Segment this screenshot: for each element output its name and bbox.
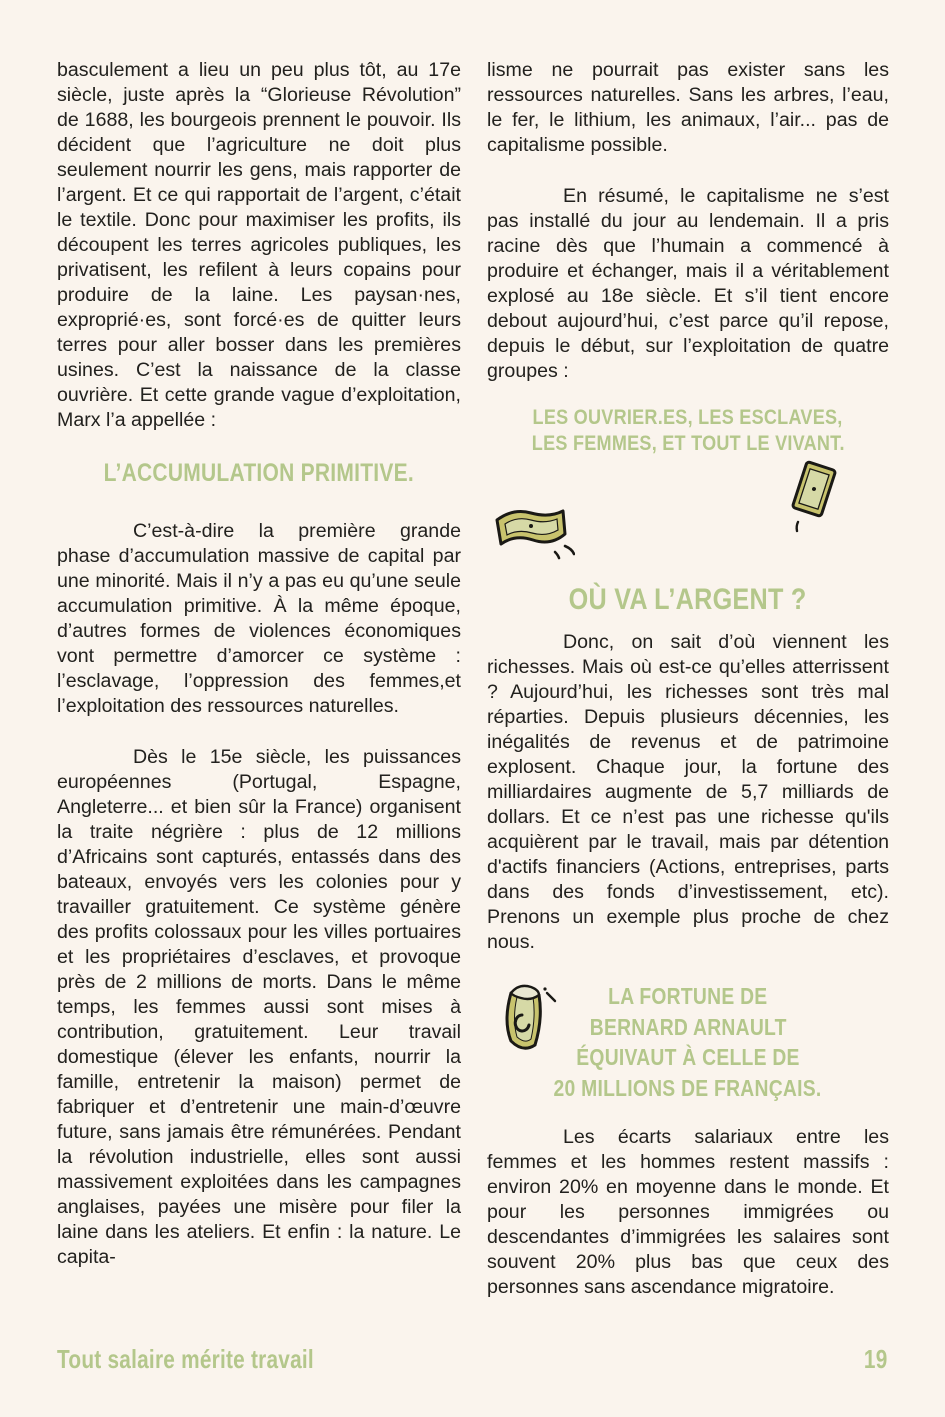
- callout-fortune-arnault: [487, 981, 889, 1103]
- paragraph-ecarts-salariaux: Les écarts salariaux entre les femmes et les hommes restent massifs : environ 20% en moyenne dans le monde. Et pour les personnes immigrées ou descendantes d’immigrées les salaires sont souvent 20% plus bas que ceux des personnes sans ascendance migratoire.: [487, 1126, 889, 1298]
- page-footer: [57, 1344, 888, 1378]
- callout-line: LA FORTUNE DE: [608, 983, 768, 1009]
- heading-exploited-groups-line2: LES FEMMES, ET TOUT LE VIVANT.: [531, 431, 845, 455]
- heading-exploited-groups: [487, 404, 889, 456]
- rolled-banknote-icon: [495, 981, 559, 1057]
- heading-accumulation-primitive: [57, 459, 461, 487]
- paragraph-slavery-women-nature: Dès le 15e siècle, les puissances européennes (Portugal, Espagne, Angleterre... et bien sûr la France) organisent la traite négrière : plus de 12 millions d’Africains sont capturés, entassés dans des bateaux, envoyés vers les colonies pour y travailler gratuitement. Ce système génère des profits colossaux pour les villes portuaires et les propriétaires d’esclaves, et provoque près de 2 millions de morts. Dans le même temps, les femmes aussi sont mises à contribution, gratuitement. Leur travail domestique (élever les enfants, nourrir la famille, entretenir la maison) permet de fabriquer et d’entretenir une main-d’œuvre future, sans jamais être rémunérées. Pendant la révolution industrielle, elles sont aussi massivement exploitées dans les campagnes anglaises, payées une misère pour filer la laine dans les ateliers. Et enfin : la nature. Le capita-: [57, 746, 461, 1268]
- footer-title-text: Tout salaire mérite travail: [57, 1344, 314, 1374]
- banknote-icon: [789, 456, 839, 534]
- paragraph-richesses: Donc, on sait d’où viennent les richesses. Mais où est-ce qu’elles atterrissent ? Aujourd’hui, les richesses sont très mal réparties. Depuis plusieurs décennies, les inégalités de revenus et de patrimoine explosent. Chaque jour, la fortune des milliardaires augmente de 5,7 milliards de dollars. Et ce n’est pas une richesse qu'ils acquièrent par le travail, mais par détention d'actifs financiers (Actions, entreprises, parts dans des fonds d’investissement, etc). Prenons un exemple plus proche de chez nous.: [487, 631, 889, 953]
- heading-exploited-groups-line1: LES OUVRIER.ES, LES ESCLAVES,: [532, 405, 844, 429]
- heading-accumulation-primitive-text: L’ACCUMULATION PRIMITIVE.: [103, 459, 415, 487]
- paragraph-en-resume: En résumé, le capitalisme ne s’est pas installé du jour au lendemain. Il a pris racine dès que l’humain a commencé à produire et échanger, mais il a véritablement explosé au 18e siècle. Et s’il tient encore debout aujourd’hui, c’est parce qu’il repose, depuis le début, sur l’exploitation de quatre groupes :: [487, 185, 889, 382]
- heading-ou-va-largent-text: OÙ VA L’ARGENT ?: [569, 583, 807, 616]
- callout-line: BERNARD ARNAULT: [589, 1013, 787, 1040]
- footer-page-number: [858, 1344, 888, 1375]
- callout-line: ÉQUIVAUT À CELLE DE: [576, 1044, 800, 1070]
- left-column: [57, 58, 461, 1296]
- heading-ou-va-largent: [487, 584, 889, 616]
- footer-page-number-text: 19: [864, 1344, 888, 1374]
- right-column: [487, 58, 889, 1326]
- paragraph-natural-resources: lisme ne pourrait pas exister sans les ressources naturelles. Sans les arbres, l’eau, le fer, le lithium, les animaux, l’air... pas de capitalisme possible.: [487, 59, 889, 156]
- money-illustrations: [487, 456, 889, 584]
- footer-title: [57, 1344, 378, 1375]
- banknote-icon: [491, 504, 575, 562]
- paragraph-enclosures: basculement a lieu un peu plus tôt, au 17e siècle, juste après la “Glorieuse Révolution” de 1688, les bourgeois prennent le pouvoir. Ils décident que l’agriculture ne doit plus seulement nourrir les gens, mais rapporter de l’argent. Et ce qui rapportait de l’argent, c’était le textile. Donc pour maximiser les profits, ils découpent les terres agricoles publiques, les privatisent, les refilent à leurs copains pour produire de la laine. Les paysan·nes, exproprié·es, sont forcé·es de quitter leurs terres pour aller bosser dans les premières usines. C’est la naissance de la classe ouvrière. Et cette grande vague d’exploitation, Marx l’a appellée :: [57, 59, 461, 431]
- paragraph-primitive-accumulation: C’est-à-dire la première grande phase d’accumulation massive de capital par une minorité. Mais il n’y a pas eu qu’une seule accumulation primitive. À la même époque, d’autres formes de violences économiques vont permettre d’amorcer ce système : l’esclavage, l’oppression des femmes,et l’exploitation des ressources naturelles.: [57, 520, 461, 717]
- callout-line: 20 MILLIONS DE FRANÇAIS.: [554, 1074, 822, 1101]
